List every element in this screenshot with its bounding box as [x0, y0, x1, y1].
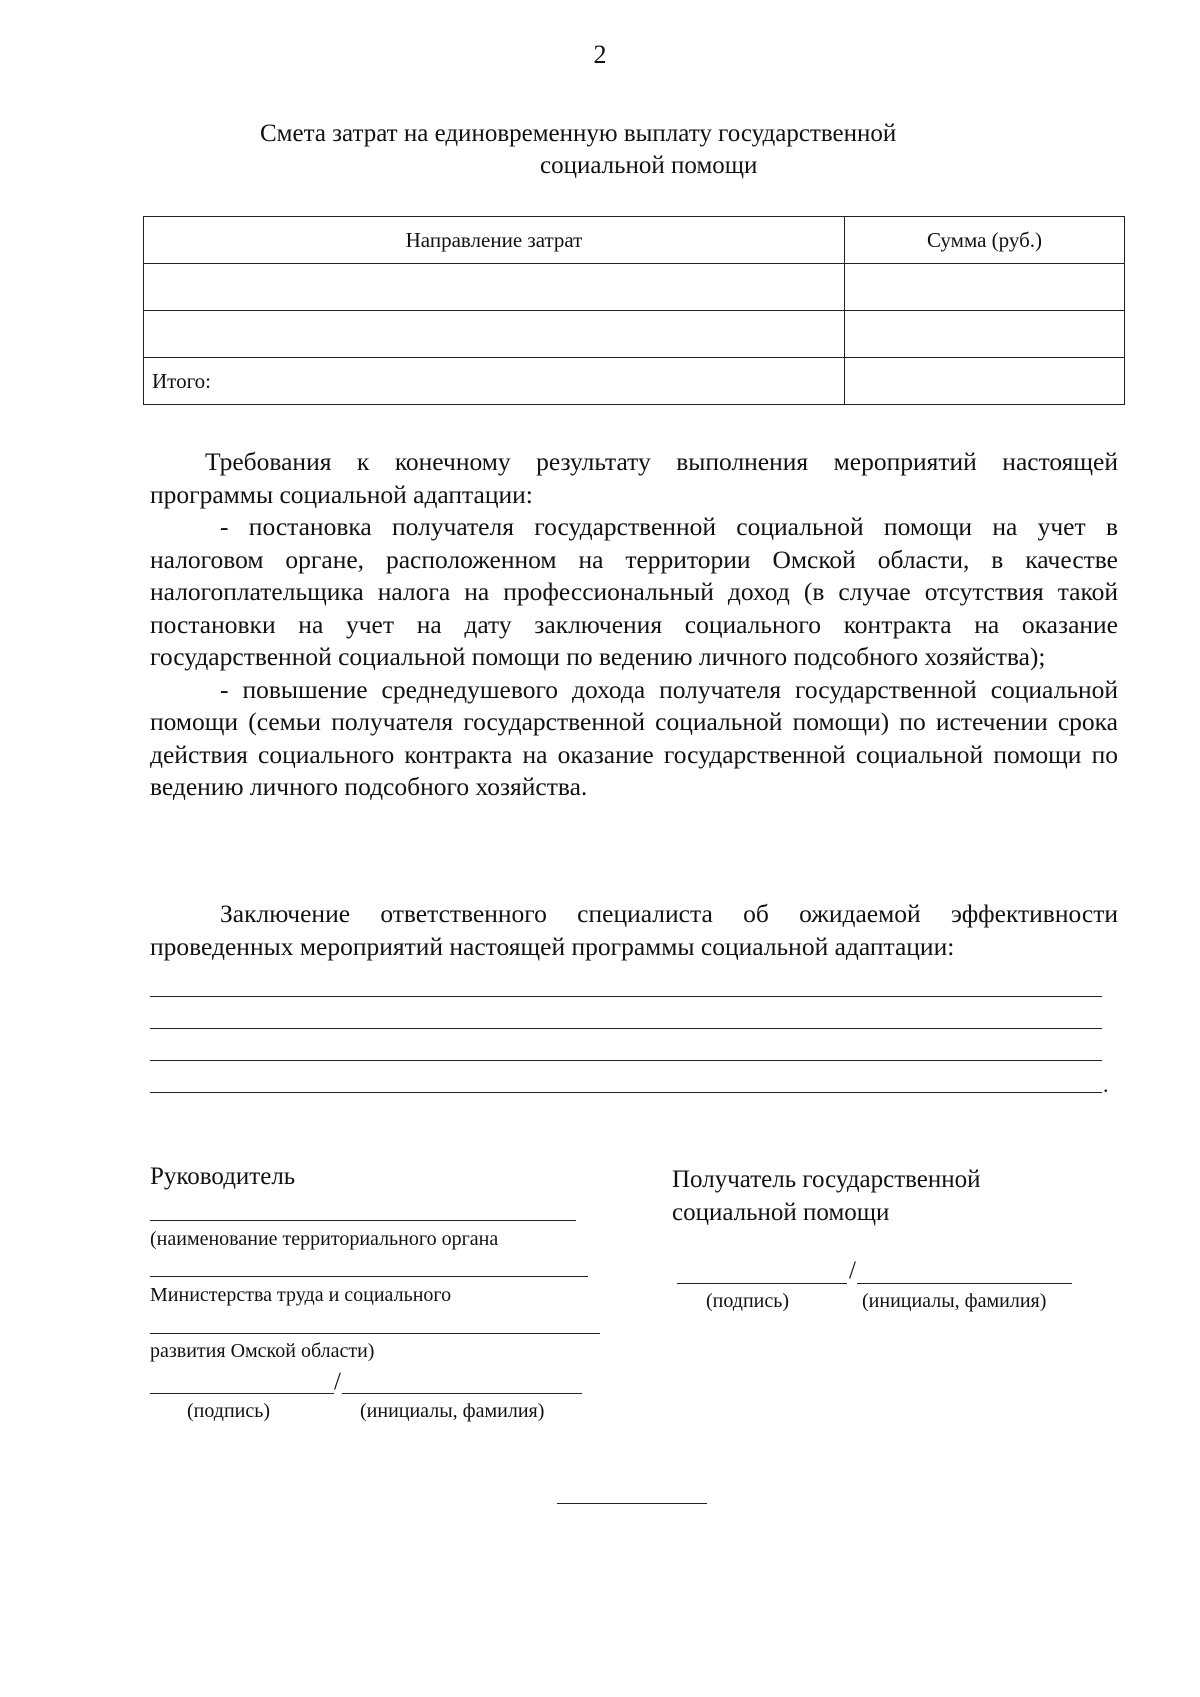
- fill-line: [150, 1028, 1102, 1029]
- fill-line: [150, 1092, 1102, 1093]
- document-title: [260, 118, 1160, 182]
- left-name-caption: (инициалы, фамилия): [360, 1400, 545, 1422]
- right-signatory-title-1: Получатель государственной: [672, 1166, 981, 1193]
- fill-line: [150, 1060, 1102, 1061]
- signature-line: [150, 1333, 600, 1334]
- title-line-2: социальной помощи: [540, 152, 758, 179]
- left-signatory-title: Руководитель: [150, 1163, 296, 1190]
- table-header-row: [144, 217, 1125, 264]
- signature-line: [677, 1283, 847, 1284]
- right-slash: /: [849, 1257, 856, 1284]
- table-row: [144, 311, 1125, 358]
- conclusion-paragraph: Заключение ответственного специалиста об ожидаемой эффективности проведенных мероприятий настоящей программы социальной адаптации:: [150, 899, 1118, 961]
- left-org-caption-1: (наименование территориального органа: [150, 1228, 499, 1250]
- left-slash: /: [334, 1368, 341, 1395]
- left-org-caption-3: развития Омской области): [150, 1340, 375, 1362]
- fill-line: [150, 996, 1102, 997]
- signature-line: [150, 1220, 576, 1221]
- requirement-item: - постановка получателя государственной социальной помощи на учет в налоговом органе, расположенном на территории Омской области, в качестве налогоплательщика налога на профессиональный доход (в случае отсутствия такой постановки на учет на дату заключения социального контракта на оказание государственной социальной помощи по ведению личного подсобного хозяйства);: [150, 512, 1118, 671]
- column-header-amount: Сумма (руб.): [845, 217, 1125, 264]
- table-cell: [144, 311, 845, 358]
- requirements-intro: Требования к конечному результату выполнения мероприятий настоящей программы социальной адаптации:: [150, 447, 1118, 509]
- table-cell: [845, 311, 1125, 358]
- fill-end-mark: .: [1103, 1072, 1109, 1097]
- table-row: [144, 264, 1125, 311]
- requirements-section: [150, 446, 1118, 804]
- conclusion-text: [150, 898, 1118, 963]
- table-cell: [144, 264, 845, 311]
- name-line: [857, 1283, 1072, 1284]
- left-org-caption-2: Министерства труда и социального: [150, 1284, 452, 1306]
- right-signature-caption: (подпись): [706, 1290, 790, 1312]
- estimate-table: [143, 216, 1125, 405]
- column-header-direction: Направление затрат: [144, 217, 845, 264]
- requirement-item: - повышение среднедушевого дохода получателя государственной социальной помощи (семьи получателя государственной социальной помощи) по истечении срока действия социального контракта на оказание государственной социальной помощи по ведению личного подсобного хозяйства.: [150, 674, 1118, 801]
- table-cell: [845, 264, 1125, 311]
- left-signature-caption: (подпись): [187, 1400, 271, 1422]
- signature-line: [150, 1276, 588, 1277]
- name-line: [342, 1393, 582, 1394]
- right-name-caption: (инициалы, фамилия): [862, 1290, 1047, 1312]
- page-number: 2: [593, 40, 607, 69]
- title-line-1: Смета затрат на единовременную выплату государственной: [260, 120, 897, 147]
- right-signatory-title-2: социальной помощи: [672, 1199, 890, 1226]
- total-value: [845, 358, 1125, 405]
- signature-line: [150, 1393, 334, 1394]
- table-total-row: [144, 358, 1125, 405]
- end-rule: [557, 1503, 707, 1504]
- total-label: Итого:: [144, 358, 845, 405]
